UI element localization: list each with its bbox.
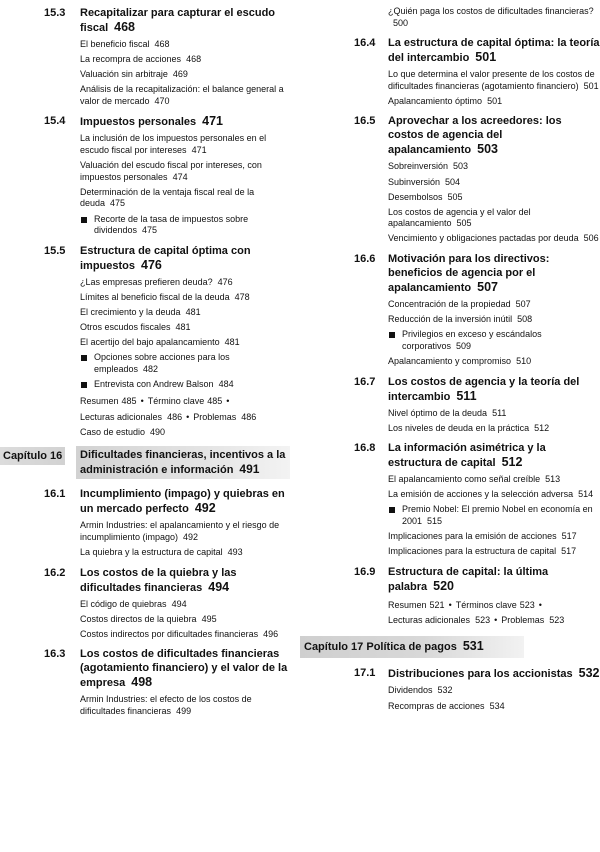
entry-page-number: 517 xyxy=(561,531,577,542)
toc-section xyxy=(0,487,290,558)
end-of-chapter-line xyxy=(388,615,600,627)
entry-text: Desembolsos xyxy=(388,191,443,202)
toc-entry xyxy=(388,299,600,311)
entry-page-number: 507 xyxy=(515,299,531,310)
section-title-text: La estructura de capital óptima: la teoría del intercambio xyxy=(388,37,600,65)
toc-entry xyxy=(80,520,290,543)
section-continuation xyxy=(308,6,600,29)
toc-section xyxy=(308,375,600,435)
toc-entry xyxy=(388,69,600,92)
section-number: 16.1 xyxy=(44,488,66,501)
toc-section xyxy=(0,566,290,641)
section-title xyxy=(388,375,600,404)
separator-dot: • xyxy=(538,599,542,610)
toc-entry xyxy=(80,292,290,304)
toc-entry xyxy=(80,160,290,183)
section-number: 15.5 xyxy=(44,244,66,257)
section-page-number: 507 xyxy=(477,280,498,295)
toc-entry xyxy=(388,423,600,435)
section-number: 16.3 xyxy=(44,648,66,661)
section-page-number: 503 xyxy=(477,142,498,157)
section-title xyxy=(388,252,600,295)
boxed-feature-entry xyxy=(388,329,600,352)
section-title-text: Estructura de capital óptima con impuestos xyxy=(80,244,251,272)
chapter-heading xyxy=(300,636,600,658)
entry-text: Costos directos de la quiebra xyxy=(80,613,197,624)
entry-page-number: 471 xyxy=(191,145,207,156)
section-number: 15.3 xyxy=(44,7,66,19)
toc-section xyxy=(0,647,290,717)
section-title xyxy=(388,666,600,681)
toc-entry xyxy=(80,337,290,349)
end-of-chapter-line xyxy=(80,412,290,424)
end-item-label: Problemas xyxy=(501,614,545,625)
section-title xyxy=(80,647,290,690)
end-item-label: Resumen xyxy=(80,396,119,407)
separator-dot: • xyxy=(226,396,230,407)
section-number: 16.4 xyxy=(354,37,376,50)
toc-entry xyxy=(80,133,290,156)
entry-page-number: 484 xyxy=(218,378,234,389)
section-page-number: 511 xyxy=(456,388,477,403)
entry-text: Vencimiento y obligaciones pactadas por deuda xyxy=(388,233,579,244)
toc-entry xyxy=(80,614,290,626)
toc-section xyxy=(0,244,290,439)
toc-entry xyxy=(388,314,600,326)
entry-page-number: 511 xyxy=(492,407,507,418)
entry-text: El apalancamiento como señal creíble xyxy=(388,474,541,485)
toc-entry xyxy=(388,96,600,108)
entry-page-number: 500 xyxy=(393,17,409,28)
entry-page-number: 532 xyxy=(437,685,453,696)
toc-entry xyxy=(80,629,290,641)
section-title-text: Los costos de agencia y la teoría del intercambio xyxy=(388,375,580,403)
toc-section xyxy=(308,252,600,367)
section-title xyxy=(80,244,290,273)
section-title xyxy=(388,114,600,157)
entry-page-number: 517 xyxy=(561,546,577,557)
entry-page-number: 475 xyxy=(142,225,158,236)
end-item-label: Resumen xyxy=(388,599,427,610)
entry-page-number: 509 xyxy=(456,340,472,351)
entry-text: La inclusión de los impuestos personales en el escudo fiscal por intereses xyxy=(80,133,267,156)
toc-entry xyxy=(388,161,600,173)
boxed-feature-entry xyxy=(80,379,290,391)
chapter-title xyxy=(76,446,290,479)
chapter-page-number: 531 xyxy=(462,639,484,654)
section-title-text: Incumplimiento (impago) y quiebras en un mercado perfecto xyxy=(80,488,285,516)
entry-page-number: 481 xyxy=(224,337,240,348)
entry-text: Los costos de agencia y el valor del apalancamiento xyxy=(388,206,531,229)
entry-text: Implicaciones para la emisión de acciones xyxy=(388,531,557,542)
entry-page-number: 482 xyxy=(143,363,159,374)
separator-dot: • xyxy=(448,599,452,610)
toc-section xyxy=(0,6,290,107)
square-bullet-icon xyxy=(389,332,395,338)
toc-entry xyxy=(80,322,290,334)
entry-text: Concentración de la propiedad xyxy=(388,299,511,310)
entry-page-number: 505 xyxy=(456,218,472,229)
toc-entry xyxy=(80,307,290,319)
toc-entry xyxy=(80,277,290,289)
entry-text: Valuación sin arbitraje xyxy=(80,69,168,80)
end-item-label: Término clave xyxy=(147,396,205,407)
entry-page-number: 493 xyxy=(227,546,243,557)
entry-page-number: 514 xyxy=(578,489,594,500)
end-of-chapter-line xyxy=(388,600,600,612)
toc-section xyxy=(308,441,600,558)
entry-text: Otros escudos fiscales xyxy=(80,322,171,332)
section-number: 16.2 xyxy=(44,566,66,579)
toc-section xyxy=(308,114,600,245)
entry-text: Costos indirectos por dificultades financieras xyxy=(80,628,259,639)
separator-dot: • xyxy=(186,411,190,422)
boxed-feature-entry xyxy=(388,504,600,527)
section-page-number: 494 xyxy=(208,579,230,594)
entry-page-number: 505 xyxy=(447,191,463,202)
section-number: 15.4 xyxy=(44,115,66,128)
square-bullet-icon xyxy=(81,382,87,388)
toc-entry xyxy=(388,6,600,29)
toc-entry xyxy=(80,84,290,107)
entry-text: Lo que determina el valor presente de los costos de dificultades financieras (agotamiento financiero) xyxy=(388,69,595,91)
chapter-bar xyxy=(300,636,524,658)
end-item-page: 485 xyxy=(121,396,137,407)
separator-dot: • xyxy=(494,614,498,625)
end-item-page: 521 xyxy=(429,599,445,610)
entry-text: El beneficio fiscal xyxy=(80,39,150,49)
entry-text: Recorte de la tasa de impuestos sobre dividendos xyxy=(94,213,249,236)
section-page-number: 532 xyxy=(578,666,600,681)
toc-entry xyxy=(80,694,290,717)
section-title xyxy=(388,36,600,65)
entry-page-number: 481 xyxy=(185,306,201,317)
entry-text: Apalancamiento óptimo xyxy=(388,95,483,106)
entry-text: La recompra de acciones xyxy=(80,54,182,65)
entry-page-number: 496 xyxy=(263,628,279,639)
entry-page-number: 515 xyxy=(427,515,443,526)
end-item-page: 486 xyxy=(241,411,257,422)
entry-text: La emisión de acciones y la selección adversa xyxy=(388,489,574,500)
entry-page-number: 468 xyxy=(154,39,170,49)
toc-entry xyxy=(388,408,600,420)
toc-entry xyxy=(80,599,290,611)
square-bullet-icon xyxy=(389,507,395,513)
section-number: 16.5 xyxy=(354,115,376,128)
entry-text: Apalancamiento y compromiso xyxy=(388,355,512,366)
toc-entry xyxy=(388,474,600,486)
entry-page-number: 503 xyxy=(453,161,469,172)
entry-page-number: 469 xyxy=(172,69,188,80)
entry-text: Armin Industries: el efecto de los costos de dificultades financieras xyxy=(80,694,252,716)
end-item-page: 490 xyxy=(150,426,166,437)
toc-entry xyxy=(80,547,290,559)
toc-section xyxy=(308,36,600,107)
end-item-page: 523 xyxy=(519,599,535,610)
entry-page-number: 504 xyxy=(445,176,461,187)
section-title-text: Distribuciones para los accionistas xyxy=(388,668,573,681)
end-item-label: Problemas xyxy=(193,411,237,422)
section-title-text: Aprovechar a los acreedores: los costos de agencia del apalancamiento xyxy=(388,115,562,157)
section-title-text: La información asimétrica y la estructura de capital xyxy=(388,442,546,470)
toc-entry xyxy=(80,39,290,51)
section-page-number: 468 xyxy=(114,20,135,34)
entry-text: Opciones sobre acciones para los empleados xyxy=(94,352,230,374)
section-number: 16.7 xyxy=(354,375,376,388)
entry-text: La quiebra y la estructura de capital xyxy=(80,546,223,557)
entry-page-number: 481 xyxy=(175,322,191,332)
entry-text: Reducción de la inversión inútil xyxy=(388,314,513,325)
entry-page-number: 501 xyxy=(487,95,503,106)
entry-page-number: 470 xyxy=(154,95,170,106)
entry-page-number: 492 xyxy=(183,531,199,542)
entry-page-number: 513 xyxy=(545,474,561,485)
square-bullet-icon xyxy=(81,355,87,361)
entry-page-number: 476 xyxy=(217,276,233,287)
section-title-text: Estructura de capital: la última palabra xyxy=(388,565,549,593)
toc-entry xyxy=(388,489,600,501)
entry-text: Privilegios en exceso y escándalos corporativos xyxy=(402,329,542,351)
entry-page-number: 512 xyxy=(534,422,550,433)
entry-page-number: 495 xyxy=(201,613,217,624)
entry-text: Análisis de la recapitalización: el balance general a valor de mercado xyxy=(80,84,284,106)
toc-entry xyxy=(388,701,600,713)
toc-right-column xyxy=(304,6,600,719)
entry-page-number: 494 xyxy=(171,598,187,609)
entry-page-number: 510 xyxy=(516,355,532,366)
end-of-chapter-line xyxy=(80,396,290,408)
chapter-title-text: Política de pagos xyxy=(366,641,457,654)
end-item-page: 485 xyxy=(207,396,223,407)
toc-entry xyxy=(388,685,600,697)
section-page-number: 501 xyxy=(475,50,497,65)
section-title xyxy=(80,6,290,35)
entry-text: Nivel óptimo de la deuda xyxy=(388,407,488,418)
case-study-entry xyxy=(80,427,290,439)
entry-page-number: 506 xyxy=(583,233,599,244)
chapter-label: Capítulo 17 xyxy=(304,641,364,654)
section-number: 17.1 xyxy=(354,667,376,680)
entry-text: El acertijo del bajo apalancamiento xyxy=(80,337,220,348)
chapter-label: Capítulo 16 xyxy=(0,447,65,465)
entry-text: Dividendos xyxy=(388,685,433,696)
toc-left-column xyxy=(0,6,290,725)
entry-text: El código de quiebras xyxy=(80,598,167,609)
entry-page-number: 474 xyxy=(172,171,188,182)
section-title xyxy=(388,441,600,470)
entry-text: Límites al beneficio fiscal de la deuda xyxy=(80,291,230,302)
section-page-number: 498 xyxy=(131,675,153,690)
entry-page-number: 475 xyxy=(110,198,126,209)
section-title xyxy=(388,565,600,594)
end-item-label: Términos clave xyxy=(455,599,517,610)
entry-page-number: 499 xyxy=(176,705,192,716)
section-number: 16.8 xyxy=(354,442,376,455)
end-item-page: 486 xyxy=(167,411,183,422)
entry-text: El crecimiento y la deuda xyxy=(80,306,181,317)
entry-page-number: 501 xyxy=(583,80,599,91)
section-title xyxy=(80,566,290,595)
end-item-label: Caso de estudio xyxy=(80,426,146,437)
toc-entry xyxy=(80,187,290,210)
toc-entry xyxy=(388,233,600,245)
entry-text: Sobreinversión xyxy=(388,161,449,172)
section-page-number: 512 xyxy=(501,455,523,470)
section-number: 16.9 xyxy=(354,565,376,578)
section-title-text: Motivación para los directivos: beneficios de agencia por el apalancamiento xyxy=(388,253,550,295)
section-page-number: 492 xyxy=(194,501,216,516)
square-bullet-icon xyxy=(81,217,87,223)
toc-entry xyxy=(388,207,600,230)
toc-section xyxy=(0,114,290,236)
entry-text: Recompras de acciones xyxy=(388,700,485,711)
boxed-feature-entry xyxy=(80,352,290,375)
boxed-feature-entry xyxy=(80,214,290,237)
section-title xyxy=(80,487,290,516)
entry-text: Determinación de la ventaja fiscal real de la deuda xyxy=(80,186,255,209)
chapter-heading xyxy=(0,446,290,479)
entry-text: Entrevista con Andrew Balson xyxy=(94,378,214,389)
section-title-text: Los costos de la quiebra y las dificultades financieras xyxy=(80,566,237,594)
toc-entry xyxy=(388,531,600,543)
end-item-page: 523 xyxy=(549,614,565,625)
entry-text: Valuación del escudo fiscal por intereses, con impuestos personales xyxy=(80,160,262,182)
section-page-number: 520 xyxy=(433,578,454,593)
toc-entry xyxy=(388,356,600,368)
section-title-text: Los costos de dificultades financieras (agotamiento financiero) y el valor de la empresa xyxy=(80,648,288,690)
end-item-label: Lecturas adicionales xyxy=(80,411,163,422)
chapter-page-number: 491 xyxy=(239,462,260,477)
section-title-text: Recapitalizar para capturar el escudo fiscal xyxy=(80,7,276,34)
section-page-number: 476 xyxy=(141,257,162,272)
entry-page-number: 508 xyxy=(517,314,533,325)
toc-entry xyxy=(388,192,600,204)
toc-entry xyxy=(388,546,600,558)
end-item-label: Lecturas adicionales xyxy=(388,614,471,625)
toc-section xyxy=(308,666,600,712)
entry-page-number: 478 xyxy=(234,291,250,302)
end-item-page: 523 xyxy=(475,614,491,625)
section-title xyxy=(80,114,290,129)
toc-section xyxy=(308,565,600,627)
entry-page-number: 534 xyxy=(489,700,505,711)
entry-text: Implicaciones para la estructura de capital xyxy=(388,546,557,557)
entry-text: Subinversión xyxy=(388,176,441,187)
section-page-number: 471 xyxy=(202,114,224,129)
toc-entry xyxy=(80,69,290,81)
entry-text: ¿Las empresas prefieren deuda? xyxy=(80,276,213,287)
entry-page-number: 468 xyxy=(186,54,202,65)
toc-entry xyxy=(80,54,290,66)
entry-text: Los niveles de deuda en la práctica xyxy=(388,422,530,433)
section-title-text: Impuestos personales xyxy=(80,116,197,129)
toc-entry xyxy=(388,177,600,189)
entry-text: Premio Nobel: El premio Nobel en economía en 2001 xyxy=(402,504,593,526)
entry-text: Armin Industries: el apalancamiento y el riesgo de incumplimiento (impago) xyxy=(80,520,280,542)
separator-dot: • xyxy=(140,396,144,407)
section-number: 16.6 xyxy=(354,253,376,266)
entry-text: ¿Quién paga los costos de dificultades financieras? xyxy=(388,6,594,16)
chapter-title-text: Dificultades financieras, incentivos a la administración e información xyxy=(80,449,286,477)
